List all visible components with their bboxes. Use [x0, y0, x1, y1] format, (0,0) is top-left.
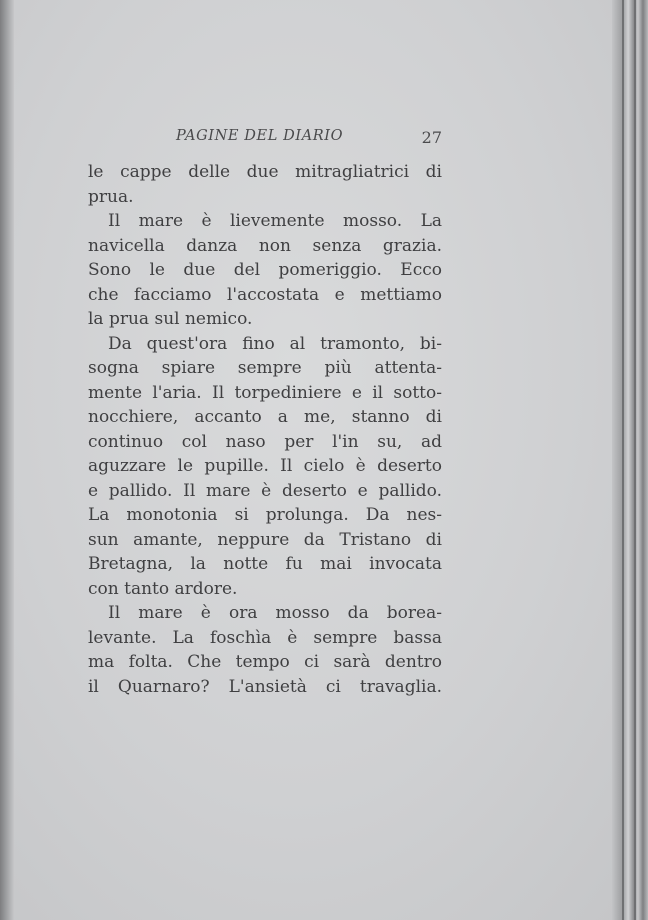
page-edge-line	[634, 0, 636, 920]
text-line: Da quest'ora fino al tramonto, bi-	[108, 333, 442, 354]
text-line: sogna spiare sempre più attenta-	[88, 358, 442, 378]
text-line: La monotonia si prolunga. Da nes-	[88, 505, 442, 525]
text-line: la prua sul nemico.	[88, 309, 253, 329]
page-edges	[612, 0, 648, 920]
running-title: PAGINE DEL DIARIO	[176, 128, 344, 144]
text-line: Il mare è ora mosso da borea-	[108, 603, 442, 623]
text-line: navicella danza non senza grazia.	[88, 235, 442, 256]
text-line: aguzzare le pupille. Il cielo è deserto	[88, 456, 442, 476]
page-number: 27	[421, 128, 442, 147]
text-line: ma folta. Che tempo ci sarà dentro	[88, 652, 442, 672]
book-gutter	[0, 0, 14, 920]
text-line: continuo col naso per l'in su, ad	[88, 431, 442, 452]
text-line: Il mare è lievemente mosso. La	[108, 211, 442, 231]
body-text	[88, 160, 442, 699]
text-line: nocchiere, accanto a me, stanno di	[88, 407, 442, 427]
text-line: le cappe delle due mitragliatrici di	[88, 162, 442, 182]
text-line: mente l'aria. Il torpediniere e il sotto-	[88, 382, 442, 403]
text-line: Bretagna, la notte fu mai invocata	[88, 554, 442, 574]
text-line: il Quarnaro? L'ansietà ci travaglia.	[88, 676, 442, 697]
page-header	[88, 128, 442, 152]
text-line: con tanto ardore.	[88, 578, 238, 599]
text-line: sun amante, neppure da Tristano di	[88, 529, 442, 550]
text-line: e pallido. Il mare è deserto e pallido.	[88, 480, 442, 501]
text-line: Sono le due del pomeriggio. Ecco	[88, 260, 442, 280]
text-line: che facciamo l'accostata e mettiamo	[88, 284, 442, 305]
page-edge-line	[622, 0, 624, 920]
text-line: prua.	[88, 186, 134, 207]
text-line: levante. La foschìa è sempre bassa	[88, 627, 442, 648]
